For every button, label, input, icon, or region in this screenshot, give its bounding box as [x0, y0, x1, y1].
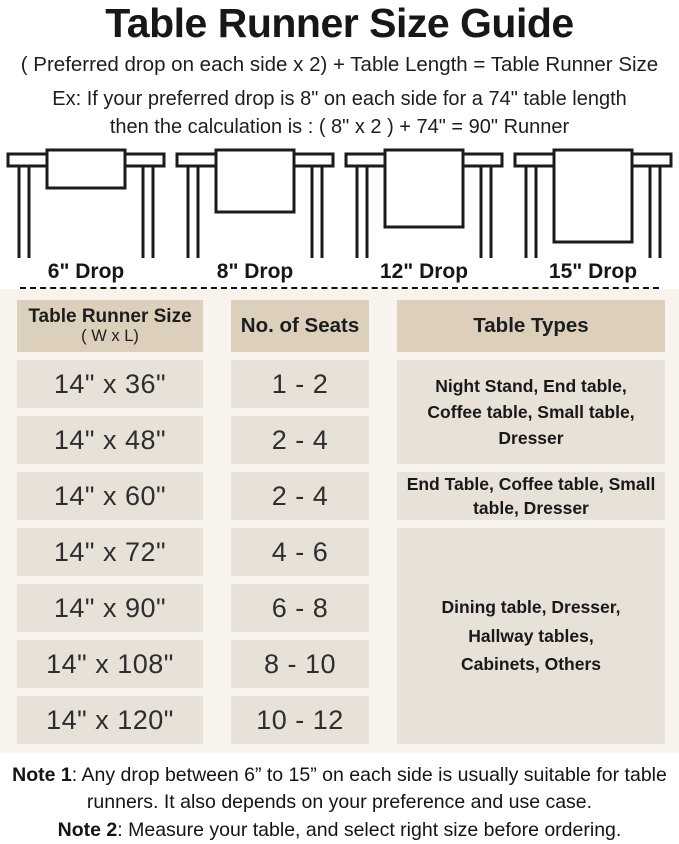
table-drop-illustration-8	[171, 148, 339, 258]
guide-header	[0, 0, 679, 140]
seats-cell-row7: 10 - 12	[231, 696, 369, 744]
header-table-types: Table Types	[397, 300, 665, 352]
size-cell-row7: 14" x 120"	[17, 696, 203, 744]
page-title: Table Runner Size Guide	[105, 0, 574, 46]
header-runner-size	[17, 300, 203, 352]
size-table-grid	[17, 300, 665, 744]
types-cell-group-3: Dining table, Dresser, Hallway tables, Cabinets, Others	[397, 528, 665, 744]
footnotes	[0, 753, 679, 844]
size-cell-row6: 14" x 108"	[17, 640, 203, 688]
note-1	[10, 762, 670, 816]
table-drop-illustration-15	[509, 148, 677, 258]
seats-cell-row4: 4 - 6	[231, 528, 369, 576]
drop-figure-6	[2, 148, 170, 284]
seats-cell-row2: 2 - 4	[231, 416, 369, 464]
note-2-label: Note 2	[57, 818, 118, 841]
seats-cell-row3: 2 - 4	[231, 472, 369, 520]
drop-label-12: 12" Drop	[379, 260, 469, 284]
size-cell-row5: 14" x 90"	[17, 584, 203, 632]
drop-figure-12	[340, 148, 508, 284]
header-runner-size-line1: Table Runner Size	[28, 305, 192, 327]
size-table-section	[0, 289, 679, 753]
note-2	[10, 817, 670, 844]
note-1-label: Note 1	[12, 764, 72, 787]
seats-cell-row6: 8 - 10	[231, 640, 369, 688]
drop-label-15: 15" Drop	[548, 260, 638, 284]
drop-figure-15	[509, 148, 677, 284]
size-cell-row3: 14" x 60"	[17, 472, 203, 520]
drop-figure-8	[171, 148, 339, 284]
drop-label-6: 6" Drop	[47, 260, 125, 284]
table-drop-illustration-12	[340, 148, 508, 258]
types-cell-group-2: End Table, Coffee table, Small table, Dresser	[397, 472, 665, 520]
formula-text: ( Preferred drop on each side x 2) + Table Length = Table Runner Size	[20, 53, 659, 77]
types-cell-group-1: Night Stand, End table, Coffee table, Small table, Dresser	[397, 360, 665, 464]
seats-cell-row5: 6 - 8	[231, 584, 369, 632]
size-cell-row2: 14" x 48"	[17, 416, 203, 464]
example-line-1: Ex: If your preferred drop is 8" on each side for a 74" table length	[52, 88, 627, 111]
header-seats: No. of Seats	[231, 300, 369, 352]
example-line-2: then the calculation is : ( 8" x 2 ) + 74" = 90" Runner	[109, 116, 570, 139]
header-runner-size-line2: ( W x L)	[81, 327, 139, 346]
size-cell-row1: 14" x 36"	[17, 360, 203, 408]
seats-cell-row1: 1 - 2	[231, 360, 369, 408]
note-1-text: : Any drop between 6” to 15” on each side is usually suitable for table runners. It also depends on your preference and use case.	[71, 764, 667, 813]
note-2-text: : Measure your table, and select right size before ordering.	[117, 818, 622, 841]
size-cell-row4: 14" x 72"	[17, 528, 203, 576]
drop-label-8: 8" Drop	[216, 260, 294, 284]
drop-illustrations	[0, 142, 679, 284]
table-drop-illustration-6	[2, 148, 170, 258]
